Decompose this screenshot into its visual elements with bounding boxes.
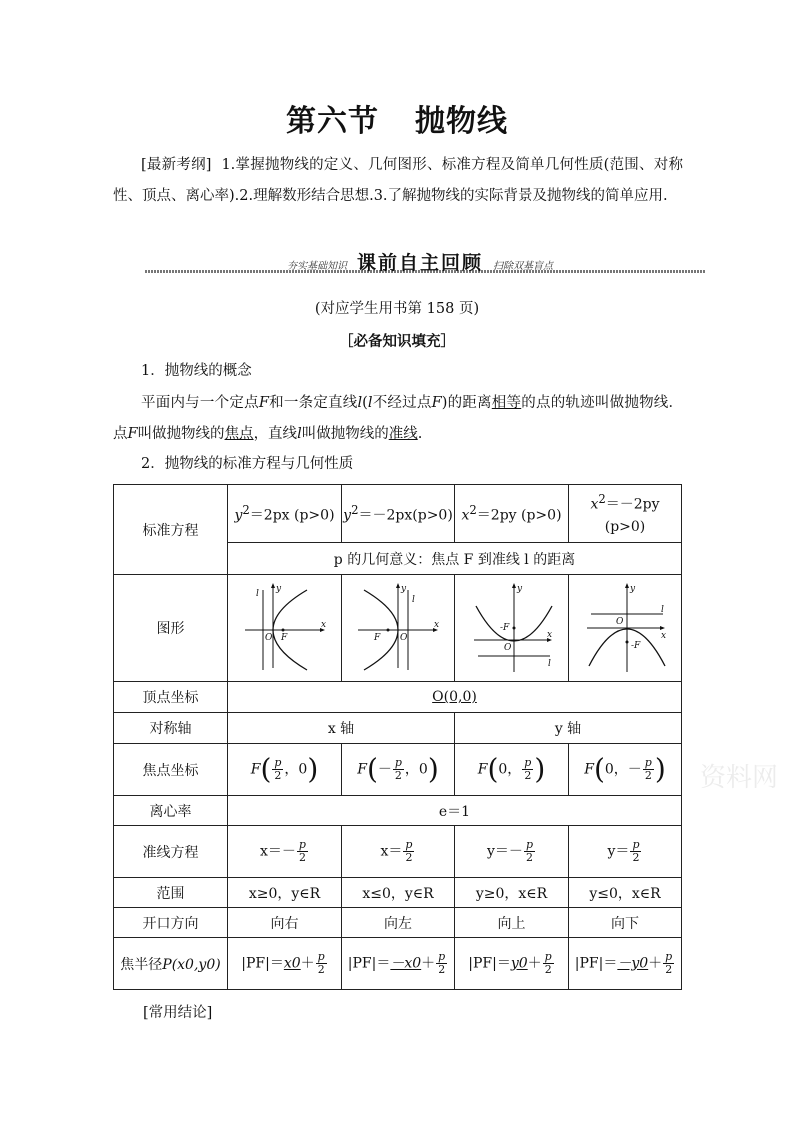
parabola-left-figure (348, 578, 448, 674)
label-o: O (503, 643, 511, 653)
parabola-up-figure (462, 578, 562, 674)
focus-comma: ， (507, 761, 522, 778)
banner-main-text: 课前自主回顾 (357, 252, 484, 274)
row-label-figure: 图形 (114, 575, 228, 682)
label-x: x (661, 631, 667, 641)
table-row (114, 575, 682, 682)
axis-x-value: x 轴 (228, 713, 455, 744)
directrix-lhs: y＝ (607, 843, 630, 860)
radius-term: y0 (510, 955, 528, 972)
radius-lhs: |PF|＝ (241, 955, 284, 972)
frac-num: p (524, 756, 532, 769)
concept-var: l (297, 426, 302, 442)
frac-den: 2 (298, 851, 306, 864)
row-label-radius (114, 938, 228, 990)
frac-den: 2 (544, 963, 552, 976)
label-f: F (280, 633, 287, 643)
frac-den: 2 (525, 851, 533, 864)
radius-label-var: P(x0,y0) (162, 956, 221, 973)
eq-exp: 2 (598, 491, 606, 506)
label-o: O (264, 633, 272, 643)
eccentricity-value: e＝1 (228, 796, 682, 826)
figure-cell (228, 575, 342, 682)
focus-var: F (250, 761, 261, 778)
title-topic: 抛物线 (415, 104, 508, 139)
concept-text: ，直线 (253, 426, 298, 442)
directrix-lhs: x＝－ (260, 843, 296, 860)
radius-lhs: |PF|＝ (574, 955, 618, 972)
frac-den: 2 (317, 963, 325, 976)
eq-var: x (590, 496, 599, 513)
eq-var: y (234, 507, 243, 524)
figure-cell (455, 575, 569, 682)
concept-var: l (357, 395, 363, 411)
eq-exp: 2 (469, 502, 477, 517)
section-box-title: ［必备知识填充］ (339, 334, 455, 350)
radius-lhs: |PF|＝ (347, 955, 391, 972)
row-label-standard-equation: 标准方程 (114, 485, 228, 575)
banner-right-text: 扫除双基盲点 (493, 261, 553, 272)
frac-num: p (298, 838, 306, 851)
label-f: -F (499, 623, 509, 633)
row-label-vertex: 顶点坐标 (114, 682, 228, 713)
outline-paragraph (113, 150, 683, 212)
frac-num: p (394, 756, 402, 769)
vertex-value: O(0,0) (228, 682, 682, 713)
equation-cell (455, 485, 569, 543)
eq-rhs: ＝－2py (605, 496, 660, 513)
opening-value: 向右 (228, 908, 342, 938)
watermark: 资料网 (700, 763, 779, 793)
focus-var: F (357, 761, 367, 778)
directrix-lhs: y＝－ (487, 843, 523, 860)
concept-text: 不经过点 (372, 395, 432, 411)
frac-num: p (317, 950, 325, 963)
concept-text: 平面内与一个定点 (141, 395, 259, 411)
eq-rhs: ＝2py (p>0) (476, 507, 562, 524)
focus-sign: － (627, 761, 642, 778)
frac-num: p (544, 950, 552, 963)
concept-text: 的点的轨迹叫做抛物线．点 (113, 395, 684, 442)
row-label-eccentricity: 离心率 (114, 796, 228, 826)
common-conclusions-label: [常用结论] (143, 1005, 213, 1021)
equation-cell (569, 485, 682, 543)
frac-den: 2 (524, 769, 532, 782)
figure-cell (569, 575, 682, 682)
table-heading: 2．抛物线的标准方程与几何性质 (141, 456, 354, 472)
parabola-right-figure (235, 578, 335, 674)
concept-text: ( (362, 395, 368, 411)
directrix-cell (455, 826, 569, 878)
range-value: y≥0，x∈R (455, 878, 569, 908)
focus-sign: － (377, 761, 392, 778)
concept-text: )的距离 (441, 395, 492, 411)
table-row (114, 938, 682, 990)
table-row (114, 796, 682, 826)
radius-label-text: 焦半径 (120, 956, 163, 973)
opening-value: 向左 (342, 908, 455, 938)
frac-num: p (438, 950, 446, 963)
frac-num: p (405, 838, 413, 851)
focus-second: 0 (418, 761, 428, 778)
range-value: x≤0，y∈R (342, 878, 455, 908)
focus-second: 0 (298, 761, 308, 778)
row-label-axis: 对称轴 (114, 713, 228, 744)
row-label-directrix: 准线方程 (114, 826, 228, 878)
concept-var: F (431, 395, 442, 411)
table-row (114, 826, 682, 878)
table-row (114, 713, 682, 744)
concept-heading: 1．抛物线的概念 (141, 363, 252, 379)
eq-exp: 2 (351, 502, 359, 517)
concept-text: 和一条定直线 (268, 395, 358, 411)
focus-first: 0 (498, 761, 508, 778)
frac-num: p (274, 756, 282, 769)
radius-term: x0 (283, 955, 301, 972)
parabola-properties-table (113, 484, 682, 990)
label-y: y (275, 584, 281, 594)
directrix-cell (569, 826, 682, 878)
focus-var: F (477, 761, 488, 778)
page-title (0, 96, 794, 140)
parabola-down-figure (575, 578, 675, 674)
eq-rhs: ＝2px (p>0) (249, 507, 335, 524)
frac-den: 2 (665, 963, 673, 976)
focus-cell: F( $\frac{p}{2}$ ，0) (228, 744, 342, 796)
label-l: l (547, 659, 551, 669)
table-row (114, 744, 682, 796)
label-l: l (255, 589, 259, 599)
frac-den: 2 (274, 769, 282, 782)
label-y: y (630, 584, 636, 594)
table-row (114, 485, 682, 543)
concept-var: l (367, 395, 373, 411)
label-x: x (434, 620, 440, 630)
frac-den: 2 (394, 769, 402, 782)
p-meaning: p 的几何意义：焦点 F 到准线 l 的距离 (228, 543, 682, 575)
radius-cell: |PF|＝x0＋ $\frac{p}{2}$ (228, 938, 342, 990)
concept-text: . (417, 426, 423, 442)
outline-label: [最新考纲] (141, 157, 212, 173)
focus-first: 0 (604, 761, 614, 778)
eq-rhs: ＝－2px(p>0) (358, 507, 453, 524)
frac-den: 2 (405, 851, 413, 864)
frac-num: p (632, 838, 640, 851)
label-o: O (616, 617, 624, 627)
frac-num: p (525, 838, 533, 851)
equation-cell (342, 485, 455, 543)
radius-cell: |PF|＝－y0＋ $\frac{p}{2}$ (569, 938, 682, 990)
concept-text: 叫做抛物线的 (301, 426, 389, 442)
focus-comma: ， (613, 761, 628, 778)
label-f: -F (631, 641, 641, 651)
concept-answer: 准线 (388, 426, 418, 442)
outline-text: 1.掌握抛物线的定义、几何图形、标准方程及简单几何性质(范围、对称性、顶点、离心率).2.理解数形结合思想.3.了解抛物线的实际背景及抛物线的简单应用. (113, 157, 683, 204)
concept-text: 叫做抛物线的 (137, 426, 225, 442)
radius-term: －y0 (617, 955, 649, 972)
range-value: x≥0，y∈R (228, 878, 342, 908)
section-banner (145, 248, 705, 276)
frac-den: 2 (438, 963, 446, 976)
label-f: F (374, 633, 381, 643)
focus-cell: F(0， $\frac{p}{2}$ ) (455, 744, 569, 796)
axis-y-value: y 轴 (455, 713, 682, 744)
label-o: O (400, 633, 408, 643)
opening-value: 向上 (455, 908, 569, 938)
directrix-cell (228, 826, 342, 878)
focus-cell: F(－ $\frac{p}{2}$ ，0) (342, 744, 455, 796)
radius-lhs: |PF|＝ (468, 955, 511, 972)
concept-var: F (127, 426, 138, 442)
figure-cell (342, 575, 455, 682)
row-label-range: 范围 (114, 878, 228, 908)
focus-comma: ， (284, 761, 299, 778)
label-x: x (320, 620, 326, 630)
concept-answer: 焦点 (224, 426, 254, 442)
focus-var: F (584, 761, 594, 778)
table-row (114, 878, 682, 908)
eq-var: y (343, 507, 352, 524)
label-x: x (546, 630, 552, 640)
label-l: l (661, 605, 664, 615)
eq-var: x (461, 507, 470, 524)
directrix-cell (342, 826, 455, 878)
directrix-lhs: x＝ (380, 843, 403, 860)
frac-num: p (644, 756, 652, 769)
radius-cell: |PF|＝y0＋ $\frac{p}{2}$ (455, 938, 569, 990)
concept-answer: 相等 (491, 395, 522, 411)
label-y: y (401, 584, 407, 594)
focus-cell: F(0，－ $\frac{p}{2}$ ) (569, 744, 682, 796)
radius-term: －x0 (390, 955, 422, 972)
eq-condition: (p>0) (604, 519, 646, 536)
frac-den: 2 (632, 851, 640, 864)
row-label-focus: 焦点坐标 (114, 744, 228, 796)
label-y: y (516, 584, 522, 594)
row-label-opening: 开口方向 (114, 908, 228, 938)
concept-var: F (258, 395, 269, 411)
title-section: 第六节 (286, 104, 379, 139)
table-row (114, 682, 682, 713)
eq-exp: 2 (242, 502, 250, 517)
frac-den: 2 (644, 769, 652, 782)
table-row (114, 908, 682, 938)
book-reference: (对应学生用书第 158 页) (314, 301, 480, 317)
equation-cell (228, 485, 342, 543)
concept-paragraph (113, 388, 683, 450)
range-value: y≤0，x∈R (569, 878, 682, 908)
opening-value: 向下 (569, 908, 682, 938)
frac-num: p (665, 950, 673, 963)
focus-comma: ， (404, 761, 419, 778)
banner-left-text: 夯实基础知识 (287, 261, 347, 272)
radius-cell: |PF|＝－x0＋ $\frac{p}{2}$ (342, 938, 455, 990)
label-l: l (412, 595, 415, 605)
